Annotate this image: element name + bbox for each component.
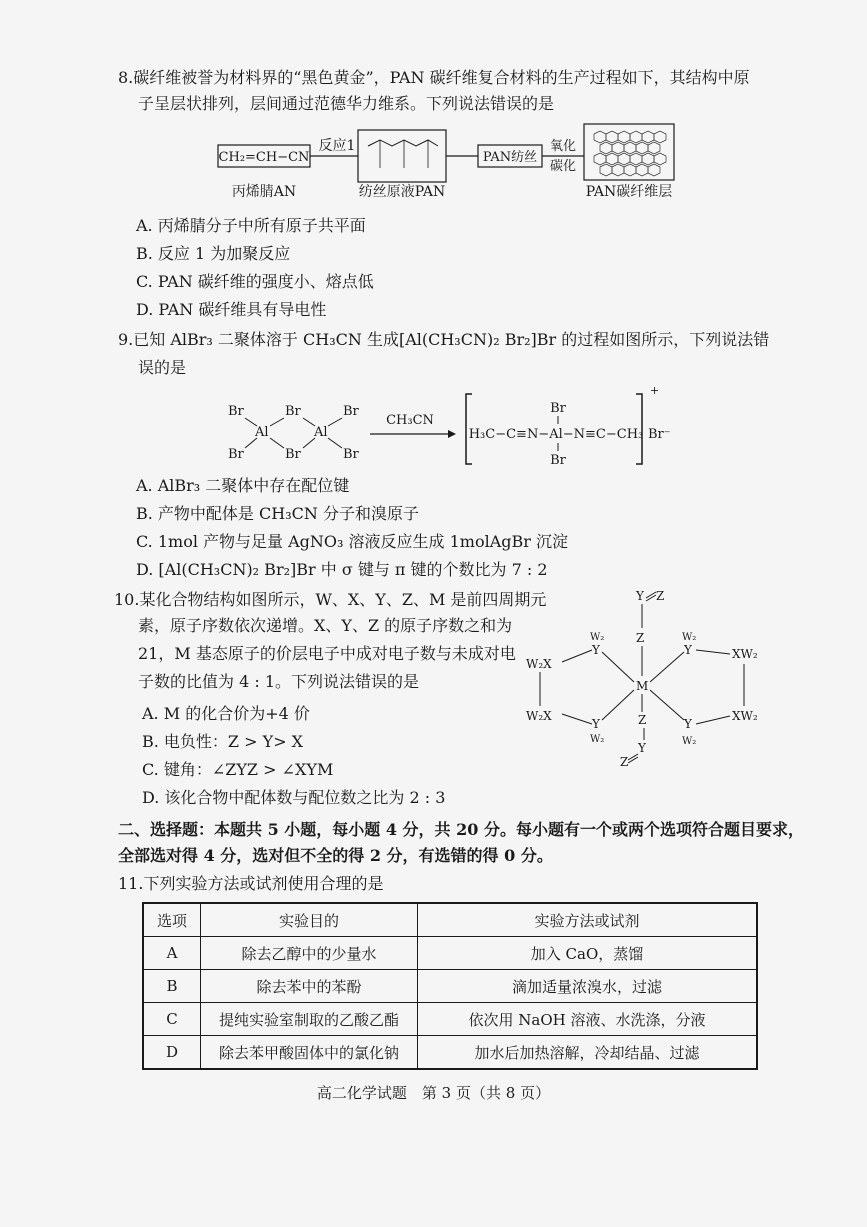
q10-m: M (636, 679, 649, 693)
table-header-row (143, 903, 757, 937)
q9-stem-line1: 9.已知 AlBr₃ 二聚体溶于 CH₃CN 生成[Al(CH₃CN)₂ Br₂]Br 的过程如图所示，下列说法错 (118, 330, 770, 349)
q10-z-bottom-outer: Z (620, 755, 629, 769)
header-option: 选项 (143, 903, 201, 937)
complex-charge: + (650, 384, 660, 397)
q9-stem-line2: 误的是 (138, 358, 187, 377)
header-method: 实验方法或试剂 (418, 903, 758, 937)
q10-z-bottom: Z (638, 713, 647, 727)
section2-line1: 二、选择题：本题共 5 小题，每小题 4 分，共 20 分。每小题有一个或两个选项符合题目要求， (118, 820, 804, 839)
q10-z-top-outer: Z (656, 589, 665, 603)
header-purpose: 实验目的 (201, 903, 418, 937)
polymer-caption: 纺丝原液PAN (358, 184, 446, 200)
q11-stem: 11.下列实验方法或试剂使用合理的是 (118, 874, 384, 893)
q10-y-bottom: Y (638, 741, 646, 755)
q10-y-right-top: Y (684, 643, 692, 657)
row-d-option: D (143, 1036, 201, 1070)
table-row (143, 970, 757, 1003)
q10-w2-right-bottom: W₂ (682, 736, 697, 747)
q10-stem-line4: 子数的比值为 4 : 1。下列说法错误的是 (138, 672, 420, 691)
q10-stem-line3: 21，M 基态原子的价层电子中成对电子数与未成对电 (138, 644, 516, 663)
q10-w2-left-bottom: W₂ (590, 734, 605, 745)
q8-stem-line1: 8.碳纤维被誉为材料界的“黑色黄金”，PAN 碳纤维复合材料的生产过程如下，其结构中原 (118, 68, 750, 87)
dimer-br-bridge-1: Br (285, 404, 301, 419)
dimer-br-3: Br (343, 404, 359, 419)
q10-z-top: Z (636, 631, 645, 645)
table-row (143, 937, 757, 970)
row-b-option: B (143, 970, 201, 1003)
product-br-top: Br (550, 401, 566, 416)
q9-option-c: C. 1mol 产物与足量 AgNO₃ 溶液反应生成 1molAgBr 沉淀 (136, 532, 569, 551)
q10-stem-line1: 10.某化合物结构如图所示，W、X、Y、Z、M 是前四周期元 (114, 590, 547, 609)
monomer-formula: CH₂=CH−CN (218, 150, 310, 165)
spin-box-label: PAN纺丝 (482, 150, 538, 165)
q10-y-top: Y (636, 589, 644, 603)
carbonize-label: 碳化 (549, 159, 577, 174)
q10-xw2-right-top: XW₂ (732, 647, 758, 661)
section2-line2: 全部选对得 4 分，选对但不全的得 2 分，有选错的得 0 分。 (118, 846, 553, 865)
q8-option-b: B. 反应 1 为加聚反应 (136, 244, 291, 263)
row-d-method: 加水后加热溶解，冷却结晶、过滤 (418, 1036, 758, 1070)
dimer-al-2: Al (314, 425, 328, 440)
q8-option-a: A. 丙烯腈分子中所有原子共平面 (136, 216, 366, 235)
page-footer: 高二化学试题 第 3 页（共 8 页） (316, 1084, 551, 1102)
q9-option-d: D. [Al(CH₃CN)₂ Br₂]Br 中 σ 键与 π 键的个数比为 7 : 2 (136, 560, 548, 579)
fiber-caption: PAN碳纤维层 (585, 184, 673, 200)
q10-y-right-bottom: Y (684, 717, 692, 731)
q10-w2x-left-top: W₂X (526, 657, 552, 671)
q10-xw2-right-bottom: XW₂ (732, 709, 758, 723)
row-a-purpose: 除去乙醇中的少量水 (201, 937, 418, 970)
q10-option-b: B. 电负性：Z > Y> X (142, 732, 304, 751)
q9-option-b: B. 产物中配体是 CH₃CN 分子和溴原子 (136, 504, 419, 523)
table-row (143, 1036, 757, 1070)
dimer-br-bridge-2: Br (285, 447, 301, 462)
q9-option-a: A. AlBr₃ 二聚体中存在配位键 (136, 476, 350, 495)
q10-option-a: A. M 的化合价为+4 价 (142, 704, 310, 723)
q10-y-left-top: Y (592, 643, 600, 657)
dimer-br-2: Br (228, 447, 244, 462)
q9-reaction-diagram (0, 380, 867, 470)
q10-structure-diagram (518, 584, 768, 774)
row-c-option: C (143, 1003, 201, 1036)
monomer-caption: 丙烯腈AN (231, 184, 297, 200)
q10-w2-left-top: W₂ (590, 632, 605, 643)
q10-w2x-left-bottom: W₂X (526, 709, 552, 723)
q10-option-d: D. 该化合物中配体数与配位数之比为 2 : 3 (142, 788, 446, 807)
dimer-br-4: Br (343, 447, 359, 462)
row-a-option: A (143, 937, 201, 970)
q8-option-c: C. PAN 碳纤维的强度小、熔点低 (136, 272, 374, 291)
q10-stem-line2: 素，原子序数依次递增。X、Y、Z 的原子序数之和为 (138, 616, 513, 635)
row-b-method: 滴加适量浓溴水，过滤 (418, 970, 758, 1003)
row-b-purpose: 除去苯中的苯酚 (201, 970, 418, 1003)
product-chain: H₃C−C≡N−Al−N≡C−CH₃ (468, 427, 644, 442)
row-d-purpose: 除去苯甲酸固体中的氯化钠 (201, 1036, 418, 1070)
q11-table (142, 902, 758, 1070)
dimer-br-1: Br (228, 404, 244, 419)
q8-option-d: D. PAN 碳纤维具有导电性 (136, 300, 327, 319)
q10-w2-right-top: W₂ (682, 632, 697, 643)
row-a-method: 加入 CaO，蒸馏 (418, 937, 758, 970)
q10-option-c: C. 键角：∠ZYZ > ∠XYM (142, 760, 334, 779)
reagent-label: CH₃CN (386, 413, 434, 428)
q8-stem-line2: 子呈层状排列，层间通过范德华力维系。下列说法错误的是 (138, 94, 555, 113)
reaction1-label: 反应1 (318, 138, 356, 154)
fiber-lattice-icon (594, 131, 666, 176)
row-c-method: 依次用 NaOH 溶液、水洗涤，分液 (418, 1003, 758, 1036)
product-br-bottom: Br (550, 453, 566, 468)
counter-ion: Br⁻ (648, 427, 671, 442)
oxidize-label: 氧化 (549, 139, 577, 154)
dimer-al-1: Al (255, 425, 269, 440)
row-c-purpose: 提纯实验室制取的乙酸乙酯 (201, 1003, 418, 1036)
q8-process-diagram (0, 0, 867, 215)
table-row (143, 1003, 757, 1036)
q10-y-left-bottom: Y (592, 717, 600, 731)
